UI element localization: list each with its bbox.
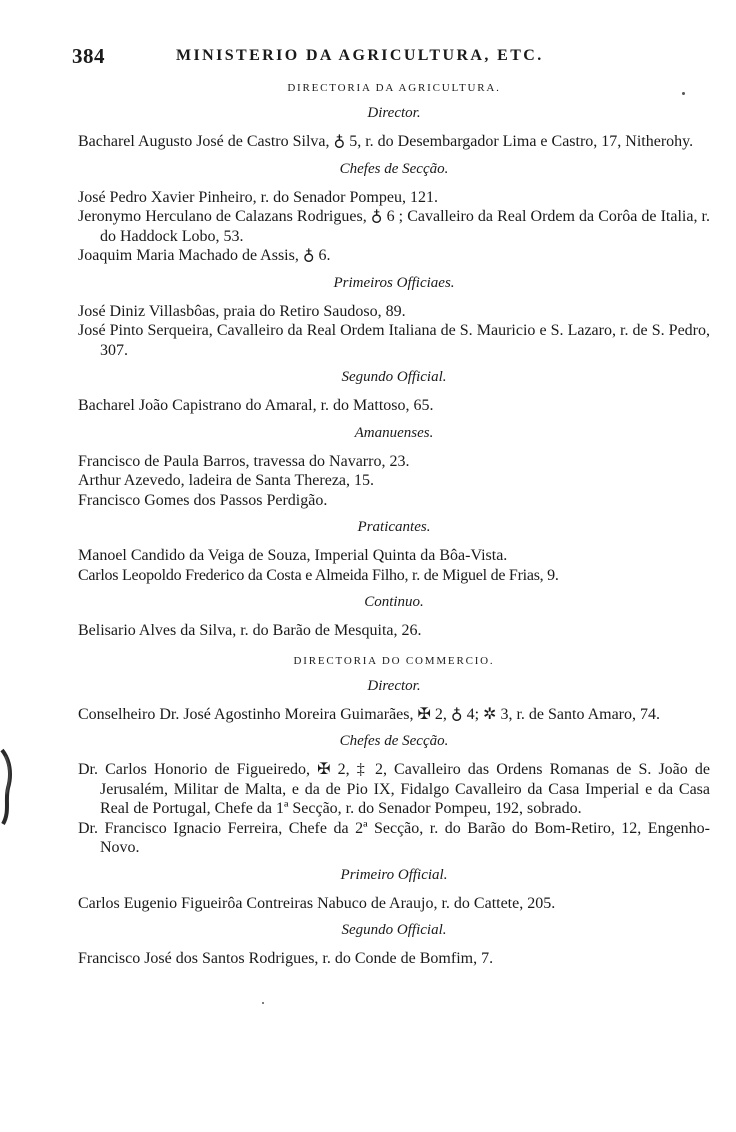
person-entry: Dr. Francisco Ignacio Ferreira, Chefe da 2ª Secção, r. do Barão do Bom-Retiro, 12, Engenho-Novo. (78, 819, 710, 856)
person-entry: José Pedro Xavier Pinheiro, r. do Senador Pompeu, 121. (78, 188, 438, 206)
entry-group (78, 949, 710, 969)
person-entry: José Diniz Villasbôas, praia do Retiro Saudoso, 89. (78, 302, 406, 320)
role-heading: Praticantes. (357, 519, 431, 535)
role-heading: Primeiro Official. (340, 866, 448, 883)
binding-edge-mark (0, 748, 14, 826)
entry-group (78, 760, 710, 858)
section-heading: DIRECTORIA DO COMMERCIO. (293, 654, 495, 667)
role-heading: Chefes de Secção. (339, 160, 449, 177)
person-entry: Francisco José dos Santos Rodrigues, r. do Conde de Bomfim, 7. (78, 950, 494, 967)
role-heading: Director. (367, 105, 421, 121)
role-heading: Continuo. (364, 594, 424, 610)
entry-group (78, 894, 710, 914)
role-heading: Primeiros Officiaes. (333, 274, 455, 291)
person-entry: Francisco Gomes dos Passos Perdigão. (78, 491, 328, 509)
role-heading: Segundo Official. (341, 922, 447, 938)
role-heading: Segundo Official. (341, 369, 447, 385)
person-entry: Bacharel João Capistrano do Amaral, r. do Mattoso, 65. (78, 397, 434, 414)
role-heading: Chefes de Secção. (339, 733, 449, 749)
entry-group (78, 621, 710, 641)
running-title: MINISTERIO DA AGRICULTURA, ETC. (176, 47, 544, 64)
paper-speck (682, 92, 685, 95)
entry-group (78, 546, 710, 585)
person-entry: Belisario Alves da Silva, r. do Barão de Mesquita, 26. (78, 622, 422, 639)
running-header (72, 44, 632, 70)
person-entry: Joaquim Maria Machado de Assis, ♁ 6. (78, 247, 331, 264)
entry-group (78, 132, 710, 152)
entry-group (78, 396, 710, 416)
person-entry: Manoel Candido da Veiga de Souza, Imperial Quinta da Bôa-Vista. (78, 547, 508, 564)
person-entry: Bacharel Augusto José de Castro Silva, ♁ 5, r. do Desembargador Lima e Castro, 17, Nitherohy. (78, 133, 694, 150)
entry-group (78, 302, 710, 361)
person-entry: Carlos Leopoldo Frederico da Costa e Almeida Filho, r. de Miguel de Frias, 9. (78, 566, 559, 584)
person-entry: Francisco de Paula Barros, travessa do Navarro, 23. (78, 452, 410, 470)
paper-speck (262, 1002, 264, 1004)
person-entry: Arthur Azevedo, ladeira de Santa Thereza, 15. (78, 472, 375, 489)
person-entry: Conselheiro Dr. José Agostinho Moreira Guimarães, ✠ 2, ♁ 4; ✲ 3, r. de Santo Amaro, 74. (78, 705, 660, 723)
person-entry: Jeronymo Herculano de Calazans Rodrigues, ♁ 6 ; Cavalleiro da Real Ordem da Corôa de Italia, r. do Haddock Lobo, 53. (78, 208, 710, 245)
entry-group (78, 452, 710, 511)
person-entry: Dr. Carlos Honorio de Figueiredo, ✠ 2, ‡ 2, Cavalleiro das Ordens Romanas de S. João de Jerusalém, Militar de Malta, e da de Pio IX, Fidalgo Cavalleiro da Casa Imperial e da Casa Real de Portugal, Chefe da 1ª Secção, r. do Senador Pompeu, 192, sobrado. (78, 761, 710, 817)
role-heading: Amanuenses. (354, 424, 434, 441)
person-entry: José Pinto Serqueira, Cavalleiro da Real Ordem Italiana de S. Mauricio e S. Lazaro, r. de S. Pedro, 307. (78, 322, 710, 359)
role-heading: Director. (367, 677, 421, 694)
entry-group (78, 705, 710, 725)
page-number: 384 (72, 44, 105, 68)
person-entry: Carlos Eugenio Figueirôa Contreiras Nabuco de Araujo, r. do Cattete, 205. (78, 894, 556, 912)
entry-group (78, 188, 710, 266)
section-heading: DIRECTORIA DA AGRICULTURA. (287, 82, 501, 94)
directory-listing (78, 78, 710, 975)
